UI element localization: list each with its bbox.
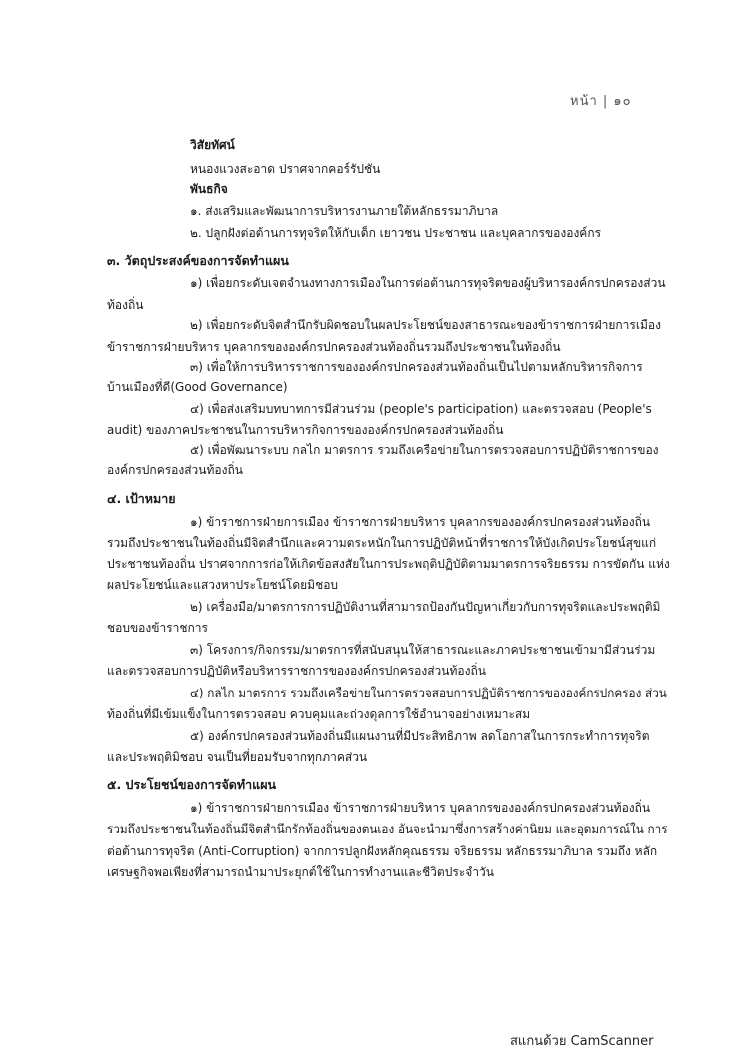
section5-line: ต่อต้านการทุจริต (Anti-Corruption) จากการปลูกฝังหลักคุณธรรม จริยธรรม หลักธรรมาภิบาล รวมถึง หลัก <box>107 844 658 858</box>
section3-line: audit) ของภาคประชาชนในการบริหารกิจการขององค์กรปกครองส่วนท้องถิ่น <box>107 423 504 437</box>
section3-line: องค์กรปกครองส่วนท้องถิ่น <box>107 463 243 477</box>
section4-line: ๔) กลไก มาตรการ รวมถึงเครือข่ายในการตรวจสอบการปฏิบัติราชการขององค์กรปกครอง ส่วน <box>190 686 667 700</box>
mission-item: ๑. ส่งเสริมและพัฒนาการบริหารงานภายใต้หลักธรรมาภิบาล <box>190 204 499 218</box>
section3-line: ท้องถิ่น <box>107 298 144 312</box>
section4-line: ๕) องค์กรปกครองส่วนท้องถิ่นมีแผนงานที่มีประสิทธิภาพ ลดโอกาสในการกระทำการทุจริต <box>190 729 650 743</box>
section3-line: ๑) เพื่อยกระดับเจตจำนงทางการเมืองในการต่อต้านการทุจริตของผู้บริหารองค์กรปกครองส่วน <box>190 276 666 290</box>
section4-line: ๒) เครื่องมือ/มาตรการการปฏิบัติงานที่สามารถป้องกันปัญหาเกี่ยวกับการทุจริตและประพฤติมิ <box>190 600 661 614</box>
section3-title: ๓. วัตถุประสงค์ของการจัดทำแผน <box>107 253 289 268</box>
vision-title: วิสัยทัศน์ <box>190 138 235 152</box>
section5-title: ๕. ประโยชน์ของการจัดทำแผน <box>107 777 277 792</box>
section4-line: และตรวจสอบการปฏิบัติหรือบริหารราชการขององค์กรปกครองส่วนท้องถิ่น <box>107 664 486 678</box>
section4-line: และประพฤติมิชอบ จนเป็นที่ยอมรับจากทุกภาคส่วน <box>107 750 368 764</box>
section4-title: ๔. เป้าหมาย <box>107 491 176 506</box>
section5-line: รวมถึงประชาชนในท้องถิ่นมีจิตสำนึกรักท้องถิ่นของตนเอง อันจะนำมาซึ่งการสร้างค่านิยม และอุดมการณ์ใน การ <box>107 822 668 836</box>
section4-line: ประชาชนท้องถิ่น ปราศจากการก่อให้เกิดข้อสงสัยในการประพฤติปฏิบัติตามมาตรการจริยธรรม การขัดกัน แห่ง <box>107 557 670 571</box>
section5-line: เศรษฐกิจพอเพียงที่สามารถนำมาประยุกต์ใช้ในการทำงานและชีวิตประจำวัน <box>107 865 494 879</box>
page-number: หน้า | ๑๐ <box>570 94 632 109</box>
section3-line: บ้านเมืองที่ดี(Good Governance) <box>107 380 288 394</box>
section4-line: ท้องถิ่นที่มีเข้มแข็งในการตรวจสอบ ควบคุมและถ่วงดุลการใช้อำนาจอย่างเหมาะสม <box>107 707 531 721</box>
section3-line: ๓) เพื่อให้การบริหารราชการขององค์กรปกครองส่วนท้องถิ่นเป็นไปตามหลักบริหารกิจการ <box>190 360 643 374</box>
section3-line: ข้าราชการฝ่ายบริหาร บุคลากรขององค์กรปกครองส่วนท้องถิ่นรวมถึงประชาชนในท้องถิ่น <box>107 340 561 354</box>
section3-line: ๒) เพื่อยกระดับจิตสำนึกรับผิดชอบในผลประโยชน์ของสาธารณะของข้าราชการฝ่ายการเมือง <box>190 318 661 332</box>
mission-title: พันธกิจ <box>190 182 228 196</box>
section3-line: ๔) เพื่อส่งเสริมบทบาทการมีส่วนร่วม (people's participation) และตรวจสอบ (People's <box>190 402 652 416</box>
section4-line: รวมถึงประชาชนในท้องถิ่นมีจิตสำนึกและความตระหนักในการปฏิบัติหน้าที่ราชการให้บังเกิดประโยชน์สุขแก่ <box>107 536 657 550</box>
scanner-watermark: สแกนด้วย CamScanner <box>510 1034 654 1049</box>
vision-text: หนองแวงสะอาด ปราศจากคอร์รัปชัน <box>190 162 381 176</box>
section4-line: ชอบของข้าราชการ <box>107 621 208 635</box>
mission-item: ๒. ปลูกฝังต่อต้านการทุจริตให้กับเด็ก เยาวชน ประชาชน และบุคลากรขององค์กร <box>190 226 602 240</box>
section4-line: ๓) โครงการ/กิจกรรม/มาตรการที่สนับสนุนให้สาธารณะและภาคประชาชนเข้ามามีส่วนร่วม <box>190 643 656 657</box>
section4-line: ๑) ข้าราชการฝ่ายการเมือง ข้าราชการฝ่ายบริหาร บุคลากรขององค์กรปกครองส่วนท้องถิ่น <box>190 515 651 529</box>
section5-line: ๑) ข้าราชการฝ่ายการเมือง ข้าราชการฝ่ายบริหาร บุคลากรขององค์กรปกครองส่วนท้องถิ่น <box>190 801 651 815</box>
section3-line: ๕) เพื่อพัฒนาระบบ กลไก มาตรการ รวมถึงเครือข่ายในการตรวจสอบการปฏิบัติราชการของ <box>190 443 659 457</box>
section4-line: ผลประโยชน์และแสวงหาประโยชน์โดยมิชอบ <box>107 578 339 592</box>
